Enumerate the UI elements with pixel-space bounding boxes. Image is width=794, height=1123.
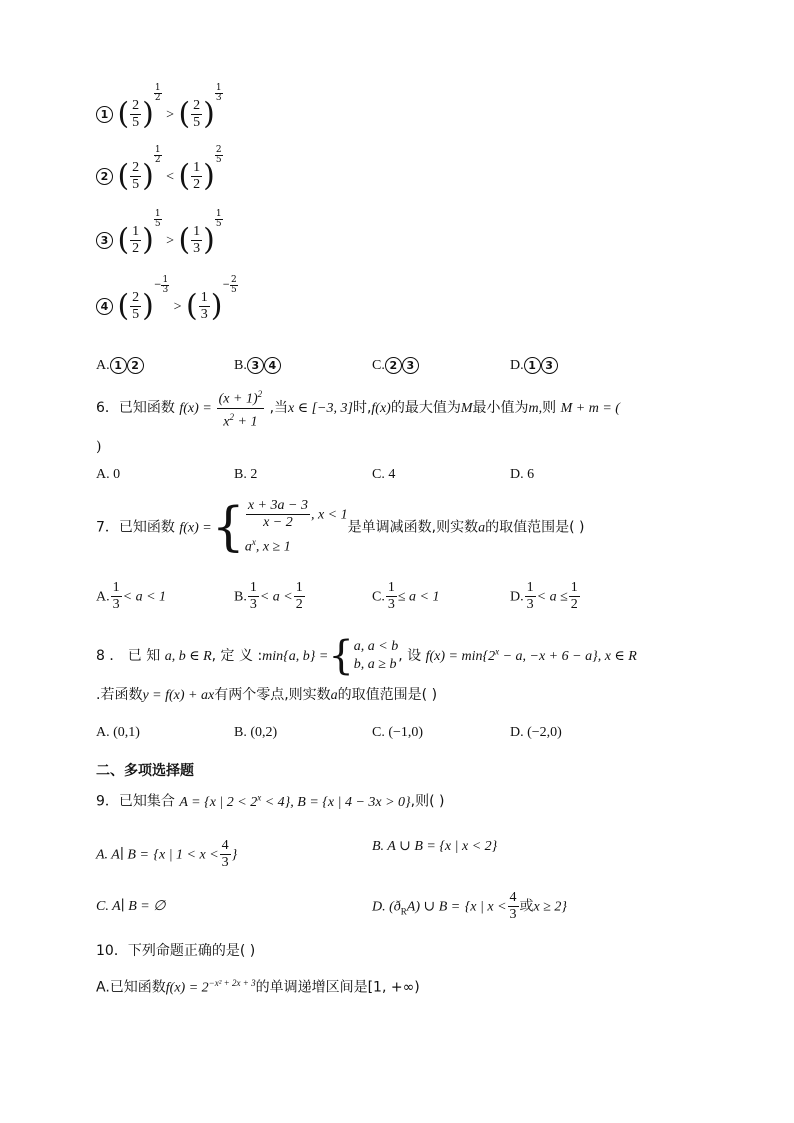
q9-option-d[interactable] [372,890,567,923]
q5-option-a[interactable] [96,356,144,375]
expression-exponent: −x² + 2x + 3 [208,978,256,988]
q8-option-a[interactable]: A. (0,1) [96,725,140,740]
exp-numerator: 1 [215,209,222,219]
circled-number: 3 [402,357,419,374]
statement-1 [96,83,223,132]
exponent [230,276,238,295]
question-8-line2 [96,686,437,705]
exponent [161,276,169,295]
right-paren: ) [142,288,154,324]
option-expression: {x | x < [464,899,507,915]
denominator-tail: + 1 [234,414,258,430]
denominator: x − 2 [263,515,293,530]
q9-option-a[interactable] [96,838,237,871]
case-1: a, a < b [353,639,399,654]
denominator [217,409,265,431]
denominator: 3 [249,597,257,612]
numerator: 1 [132,224,140,239]
fraction [508,890,519,923]
fraction [191,224,202,257]
option-expression: ≤ a < 1 [397,589,440,605]
fraction [191,160,202,193]
question-text: ,则( ) [410,793,445,810]
q8-option-d[interactable]: D. (−2,0) [510,725,562,740]
option-label: A. [96,358,110,373]
exp-denominator: 2 [154,155,161,165]
left-paren: ( [117,96,130,132]
variable: a [330,688,338,703]
right-paren: ) [142,222,154,258]
q10-option-a[interactable] [96,974,420,998]
circled-number: 3 [96,232,113,249]
statement-4 [96,275,238,324]
numerator: 2 [132,98,140,113]
q5-option-c[interactable] [372,356,419,375]
exp-numerator: 2 [215,145,222,155]
numerator: 1 [249,580,257,595]
denominator-exponent: 2 [229,411,234,422]
numerator: 1 [193,224,201,239]
right-paren: ) [210,288,223,324]
expression-part: f(x) = min{2 [425,649,496,664]
numerator: 1 [387,580,395,595]
numerator: 1 [295,580,303,595]
numerator-base: (x + 1) [218,391,258,407]
fraction [217,386,265,430]
right-paren: ) [142,158,154,194]
piecewise-cases [354,638,398,674]
q8-option-b[interactable]: B. (0,2) [234,725,278,740]
left-paren: ( [178,96,191,132]
right-paren: ) [203,96,215,132]
question-9 [96,788,444,812]
right-paren: ) [203,222,215,258]
option-label: C. [372,358,385,373]
set-definition [179,792,411,810]
q7-option-d[interactable] [510,580,581,613]
denominator: 3 [221,855,229,870]
exp-denominator: 5 [230,285,237,295]
subscript: R [400,906,407,917]
left-paren: ( [178,158,191,194]
statement-2 [96,145,223,194]
fraction [130,98,141,131]
exp-numerator: 1 [154,209,161,219]
expression-part: − a, −x + 6 − a} [499,649,598,664]
expression: f(x) = 2 [165,980,209,996]
function-name: f(x) [179,401,199,417]
question-text: ,当 [269,400,289,417]
question-text: 则 [542,400,557,417]
question-text: 或 [519,898,534,915]
set-exponent: x [257,792,262,802]
numerator: 1 [200,290,208,305]
question-text: A.已知函数 [96,979,166,996]
case-2: b, a ≥ b [353,657,397,672]
fraction [525,580,536,613]
question-text: 有两个零点,则实数 [214,687,331,703]
denominator: 3 [200,307,208,322]
expression: M + m = ( [560,401,620,417]
equals-sign: = [203,401,212,417]
fraction [569,580,580,613]
denominator: 5 [132,177,140,192]
exp-numerator: 1 [162,275,169,285]
exp-numerator: 1 [215,83,222,93]
section-heading: 二、多项选择题 [96,763,194,779]
option-expression: {x | 1 < x < [153,847,219,863]
fraction [130,290,141,323]
exp-denominator: 2 [154,93,161,103]
denominator: 3 [526,597,534,612]
expression: , x ∈ R [597,649,637,664]
function-name: f(x) = [179,520,212,536]
exp-denominator: 5 [215,155,222,165]
exp-minus: − [222,280,230,290]
right-paren: ) [203,158,215,194]
left-paren: ( [185,288,198,324]
denominator-base: x [223,414,230,430]
denominator: 2 [570,597,578,612]
variable: a [478,520,486,536]
q6-option-b[interactable]: B. 2 [234,467,258,482]
q7-option-b[interactable] [234,580,306,613]
left-paren: ( [117,158,130,194]
fraction [130,224,141,257]
left-brace: { [211,497,245,558]
function-name: f(x) [371,401,391,417]
denominator: 5 [132,115,140,130]
question-text: , 设 [398,648,422,664]
numerator: 2 [193,98,201,113]
numerator: 1 [526,580,534,595]
left-paren: ( [178,222,191,258]
exp-denominator: 5 [215,219,222,229]
comparison-operator: > [166,233,174,249]
case-1 [245,498,348,531]
option-label: B. [234,589,247,605]
option-expression: D. (ð [372,899,401,915]
question-text: 最小值为 [472,400,529,417]
q9-option-c[interactable]: C. A∣ B = ∅ [96,899,166,914]
exponent [154,146,162,165]
exp-denominator: 5 [154,219,161,229]
q9-option-b[interactable]: B. A ∪ B = {x | x < 2} [372,839,498,854]
fraction [111,580,122,613]
option-expression: A) ∪ B = [406,899,461,915]
variable: M [460,401,473,417]
option-expression: < a < 1 [122,589,167,605]
question-text: 是单调减函数,则实数 [347,519,479,536]
expression: y = f(x) + ax [142,688,215,703]
comparison-operator: > [173,299,182,315]
question-6 [96,386,620,430]
case-exponent: x [251,537,256,547]
question-text: 的取值范围是( ) [337,687,438,703]
option-expression: < a ≤ [536,589,568,605]
q6-option-d[interactable]: D. 6 [510,467,535,482]
circled-number: 1 [524,357,541,374]
option-label: B. [234,358,247,373]
option-expression: A. A∣ B = [96,847,149,863]
fraction [246,498,310,531]
statement-3 [96,209,223,258]
fraction [294,580,305,613]
denominator: 3 [509,907,517,922]
case-base: a [244,539,252,555]
circled-number: 1 [110,357,127,374]
question-text: 8 ． 已 知 [96,648,161,664]
expression: a, b ∈ R [164,649,212,664]
exponent [215,146,223,165]
fraction [199,290,210,323]
exp-numerator: 1 [154,83,161,93]
option-expression: x ≥ 2} [533,899,568,915]
fraction [248,580,259,613]
case-condition: , x ≥ 1 [255,539,291,555]
exponent [215,210,223,229]
option-label: D. [510,358,524,373]
question-text: 的单调递增区间是[1, +∞) [255,979,420,996]
q6-option-a[interactable]: A. 0 [96,467,121,482]
exponent [154,210,162,229]
question-text: 时, [352,400,372,417]
q6-close-paren: ) [96,439,102,455]
circled-number: 1 [96,106,113,123]
exp-numerator: 2 [230,275,237,285]
q7-option-c[interactable] [372,580,439,613]
option-label: A. [96,589,110,605]
comparison-operator: < [166,169,174,185]
circled-number: 2 [127,357,144,374]
denominator: 3 [112,597,120,612]
denominator: 2 [295,597,303,612]
denominator: 5 [193,115,201,130]
q8-option-c[interactable]: C. (−1,0) [372,725,424,740]
q5-option-b[interactable] [234,356,281,375]
numerator: x + 3a − 3 [247,498,308,513]
question-text: 6．已知函数 [96,400,175,417]
exp-denominator: 3 [215,93,222,103]
question-text: 的最大值为 [390,400,461,417]
numerator: 4 [509,890,517,905]
question-text: .若函数 [96,687,143,703]
numerator: 1 [193,160,201,175]
question-text: 的取值范围是( ) [485,519,585,536]
question-text: 9．已知集合 [96,793,175,810]
question-text: , 定 义 : [211,648,263,664]
denominator: 2 [193,177,201,192]
condition: x ∈ [−3, 3] [288,401,353,417]
left-paren: ( [117,288,130,324]
question-8 [96,633,637,679]
numerator: 4 [221,838,229,853]
case-2 [245,533,348,557]
expression [425,646,598,664]
circled-number: 4 [96,298,113,315]
circled-number: 4 [264,357,281,374]
circled-number: 2 [385,357,402,374]
denominator: 3 [193,241,201,256]
fraction [386,580,397,613]
option-label: D. [510,589,524,605]
variable: m, [528,401,543,417]
exp-minus: − [153,280,162,290]
question-10: 10．下列命题正确的是( ) [96,943,256,959]
expression: min{a, b} = [262,649,329,664]
exp-denominator: 3 [162,285,169,295]
fraction [191,98,202,131]
left-paren: ( [117,222,130,258]
q7-option-a[interactable] [96,580,166,613]
numerator: 1 [112,580,120,595]
option-expression: } [231,847,238,863]
fraction [130,160,141,193]
question-7 [96,498,584,557]
q5-option-d[interactable] [510,356,558,375]
fraction [220,838,231,871]
denominator: 5 [132,307,140,322]
exponent [154,84,162,103]
left-brace: { [328,633,354,679]
exp-numerator: 1 [154,145,161,155]
option-expression: < a < [259,589,293,605]
right-paren: ) [142,96,154,132]
question-text: 7．已知函数 [96,519,175,536]
case-condition: , x < 1 [310,507,348,523]
circled-number: 3 [541,357,558,374]
denominator: 2 [132,241,140,256]
circled-number: 2 [96,168,113,185]
q6-option-c[interactable]: C. 4 [372,467,396,482]
numerator: 2 [132,160,140,175]
set-part: A = {x | 2 < 2 [179,794,258,810]
circled-number: 3 [247,357,264,374]
expression-exponent: x [495,646,500,657]
numerator [217,386,265,409]
numerator: 1 [570,580,578,595]
denominator: 3 [387,597,395,612]
piecewise-cases [245,498,348,557]
set-part: < 4}, B = {x | 4 − 3x > 0} [261,794,411,810]
numerator: 2 [132,290,140,305]
option-label: C. [372,589,385,605]
exponent [215,84,223,103]
comparison-operator: > [166,107,174,123]
numerator-exponent: 2 [257,389,263,399]
